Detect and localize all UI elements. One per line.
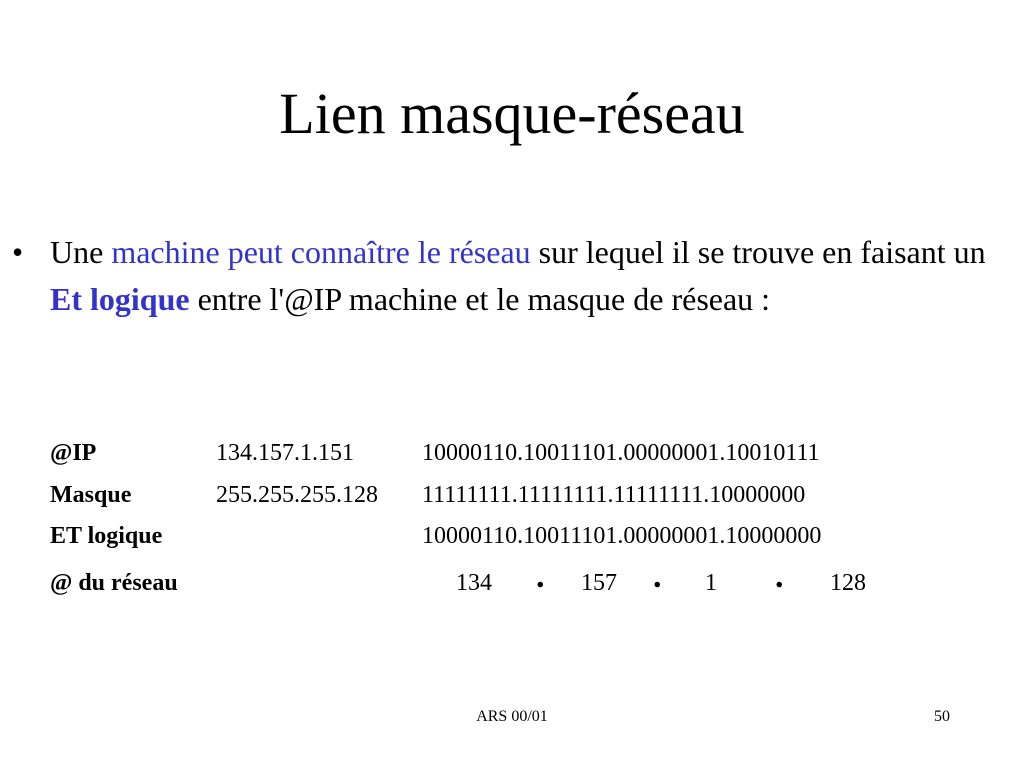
mask-dotted-value: 255.255.255.128 [216, 482, 378, 508]
and-binary-value: 10000110.10011101.00000001.10000000 [422, 523, 822, 549]
network-octet-4: 128 [830, 570, 866, 596]
bullet-highlight-machine: machine peut connaître le réseau [111, 234, 531, 270]
network-separator-2: . [653, 558, 662, 595]
page-number: 50 [934, 708, 950, 725]
network-octet-3: 1 [705, 570, 717, 596]
slide-title: Lien masque-réseau [279, 81, 745, 146]
bullet-text-part2: sur lequel il se trouve en faisant un [530, 234, 986, 270]
network-octet-1: 134 [456, 570, 492, 596]
network-separator-1: . [536, 558, 545, 595]
and-label: ET logique [50, 523, 163, 549]
network-separator-3: . [775, 558, 784, 595]
network-octet-2: 157 [581, 570, 617, 596]
bullet-text-part3: entre l'@IP machine et le masque de réseau : [189, 281, 771, 317]
mask-label: Masque [50, 482, 132, 508]
footer-course-label: ARS 00/01 [476, 708, 548, 725]
bullet-marker: • [12, 234, 24, 270]
bullet-text-part1: Une [50, 234, 112, 270]
ip-dotted-value: 134.157.1.151 [216, 440, 354, 466]
bullet-text [50, 229, 1015, 323]
mask-binary-value: 11111111.11111111.11111111.10000000 [422, 482, 806, 508]
ip-label: @IP [50, 440, 97, 466]
ip-binary-value: 10000110.10011101.00000001.10010111 [422, 440, 820, 466]
bullet-highlight-et-logique: Et logique [50, 281, 190, 317]
network-label: @ du réseau [50, 570, 178, 596]
